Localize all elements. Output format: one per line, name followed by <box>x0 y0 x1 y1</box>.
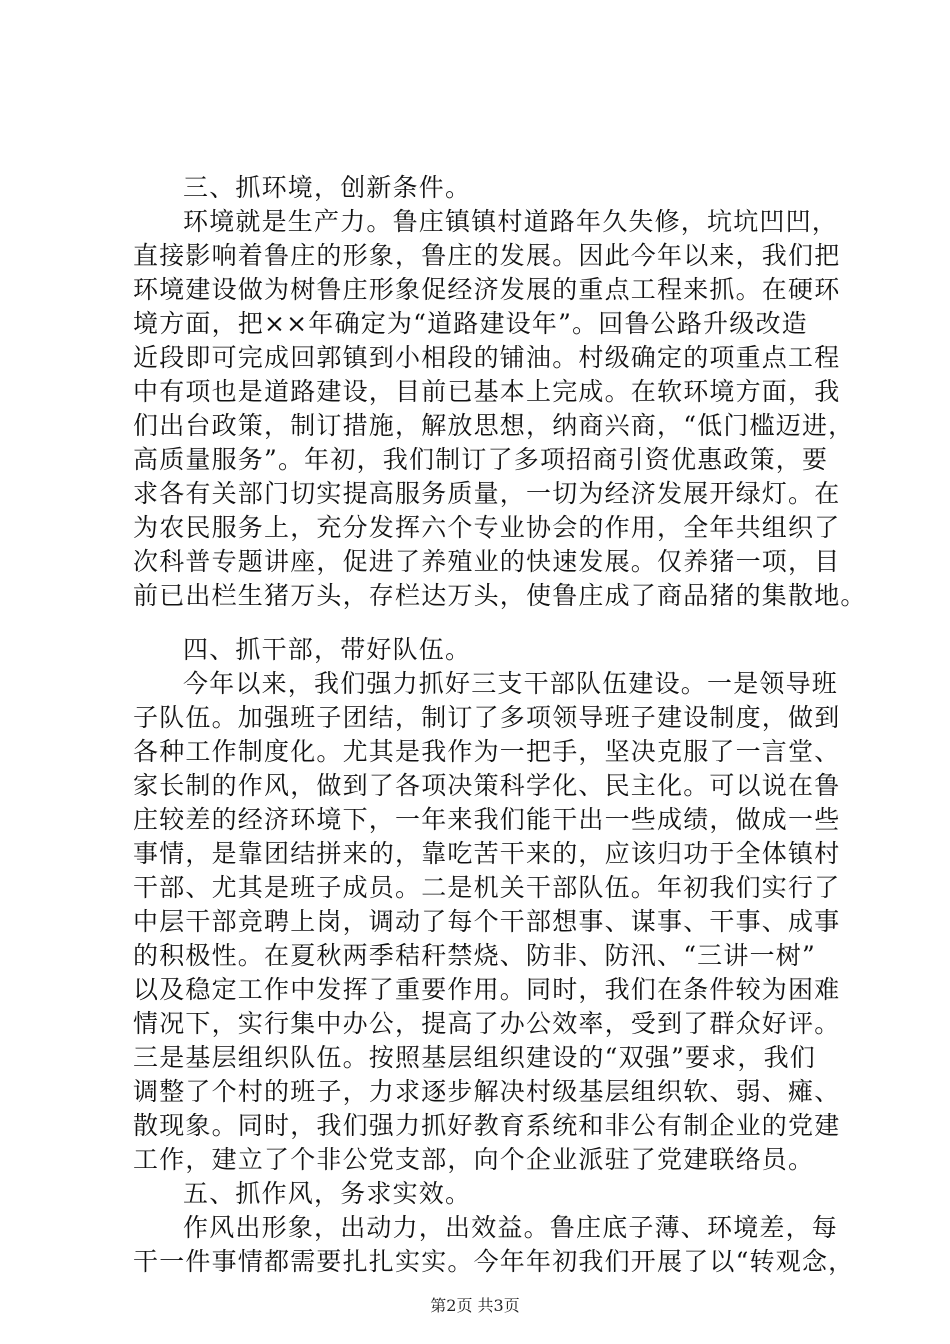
text-line: 干一件事情都需要扎扎实实。今年年初我们开展了以“转观念， <box>133 1247 855 1276</box>
text-line: 次科普专题讲座，促进了养殖业的快速发展。仅养猪一项，目 <box>133 547 841 576</box>
text-line: 的积极性。在夏秋两季秸秆禁烧、防非、防汛、“三讲一树” <box>133 941 816 970</box>
heading-3: 三、抓环境，创新条件。 <box>183 173 472 202</box>
text-line: 高质量服务”。年初，我们制订了多项招商引资优惠政策，要 <box>133 445 829 474</box>
text-line: 境方面，把××年确定为“道路建设年”。回鲁公路升级改造 <box>133 309 808 338</box>
text-line: 为农民服务上，充分发挥六个专业协会的作用，全年共组织了 <box>133 513 841 542</box>
text-line: 情况下，实行集中办公，提高了办公效率，受到了群众好评。 <box>133 1009 841 1038</box>
text-line: 环境建设做为树鲁庄形象促经济发展的重点工程来抓。在硬环 <box>133 275 841 304</box>
text-line: 干部、尤其是班子成员。二是机关干部队伍。年初我们实行了 <box>133 873 841 902</box>
text-line: 中有项也是道路建设，目前已基本上完成。在软环境方面，我 <box>133 377 841 406</box>
heading-4: 四、抓干部，带好队伍。 <box>183 635 472 664</box>
page-footer: 第2页 共3页 <box>430 1296 520 1315</box>
text-line: 环境就是生产力。鲁庄镇镇村道路年久失修，坑坑凹凹， <box>183 207 839 236</box>
text-line: 作风出形象，出动力，出效益。鲁庄底子薄、环境差，每 <box>183 1213 839 1242</box>
text-line: 近段即可完成回郭镇到小相段的铺油。村级确定的项重点工程 <box>133 343 841 372</box>
text-line: 中层干部竞聘上岗，调动了每个干部想事、谋事、干事、成事 <box>133 907 841 936</box>
text-line: 子队伍。加强班子团结，制订了多项领导班子建设制度，做到 <box>133 703 841 732</box>
text-line: 庄较差的经济环境下，一年来我们能干出一些成绩，做成一些 <box>133 805 841 834</box>
text-line: 前已出栏生猪万头，存栏达万头，使鲁庄成了商品猪的集散地。 <box>133 581 867 610</box>
text-line: 以及稳定工作中发挥了重要作用。同时，我们在条件较为困难 <box>133 975 841 1004</box>
text-line: 散现象。同时，我们强力抓好教育系统和非公有制企业的党建 <box>133 1111 841 1140</box>
text-line: 家长制的作风，做到了各项决策科学化、民主化。可以说在鲁 <box>133 771 841 800</box>
text-line: 调整了个村的班子，力求逐步解决村级基层组织软、弱、瘫、 <box>133 1077 841 1106</box>
heading-5: 五、抓作风，务求实效。 <box>183 1179 472 1208</box>
text-line: 各种工作制度化。尤其是我作为一把手，坚决克服了一言堂、 <box>133 737 841 766</box>
text-line: 求各有关部门切实提高服务质量，一切为经济发展开绿灯。在 <box>133 479 841 508</box>
text-line: 今年以来，我们强力抓好三支干部队伍建设。一是领导班 <box>183 669 839 698</box>
text-line: 直接影响着鲁庄的形象，鲁庄的发展。因此今年以来，我们把 <box>133 241 841 270</box>
text-line: 三是基层组织队伍。按照基层组织建设的“双强”要求，我们 <box>133 1043 816 1072</box>
text-line: 事情，是靠团结拼来的，靠吃苦干来的，应该归功于全体镇村 <box>133 839 841 868</box>
text-line: 们出台政策，制订措施，解放思想，纳商兴商，“低门槛迈进， <box>133 411 855 440</box>
text-line: 工作，建立了个非公党支部，向个企业派驻了党建联络员。 <box>133 1145 815 1174</box>
